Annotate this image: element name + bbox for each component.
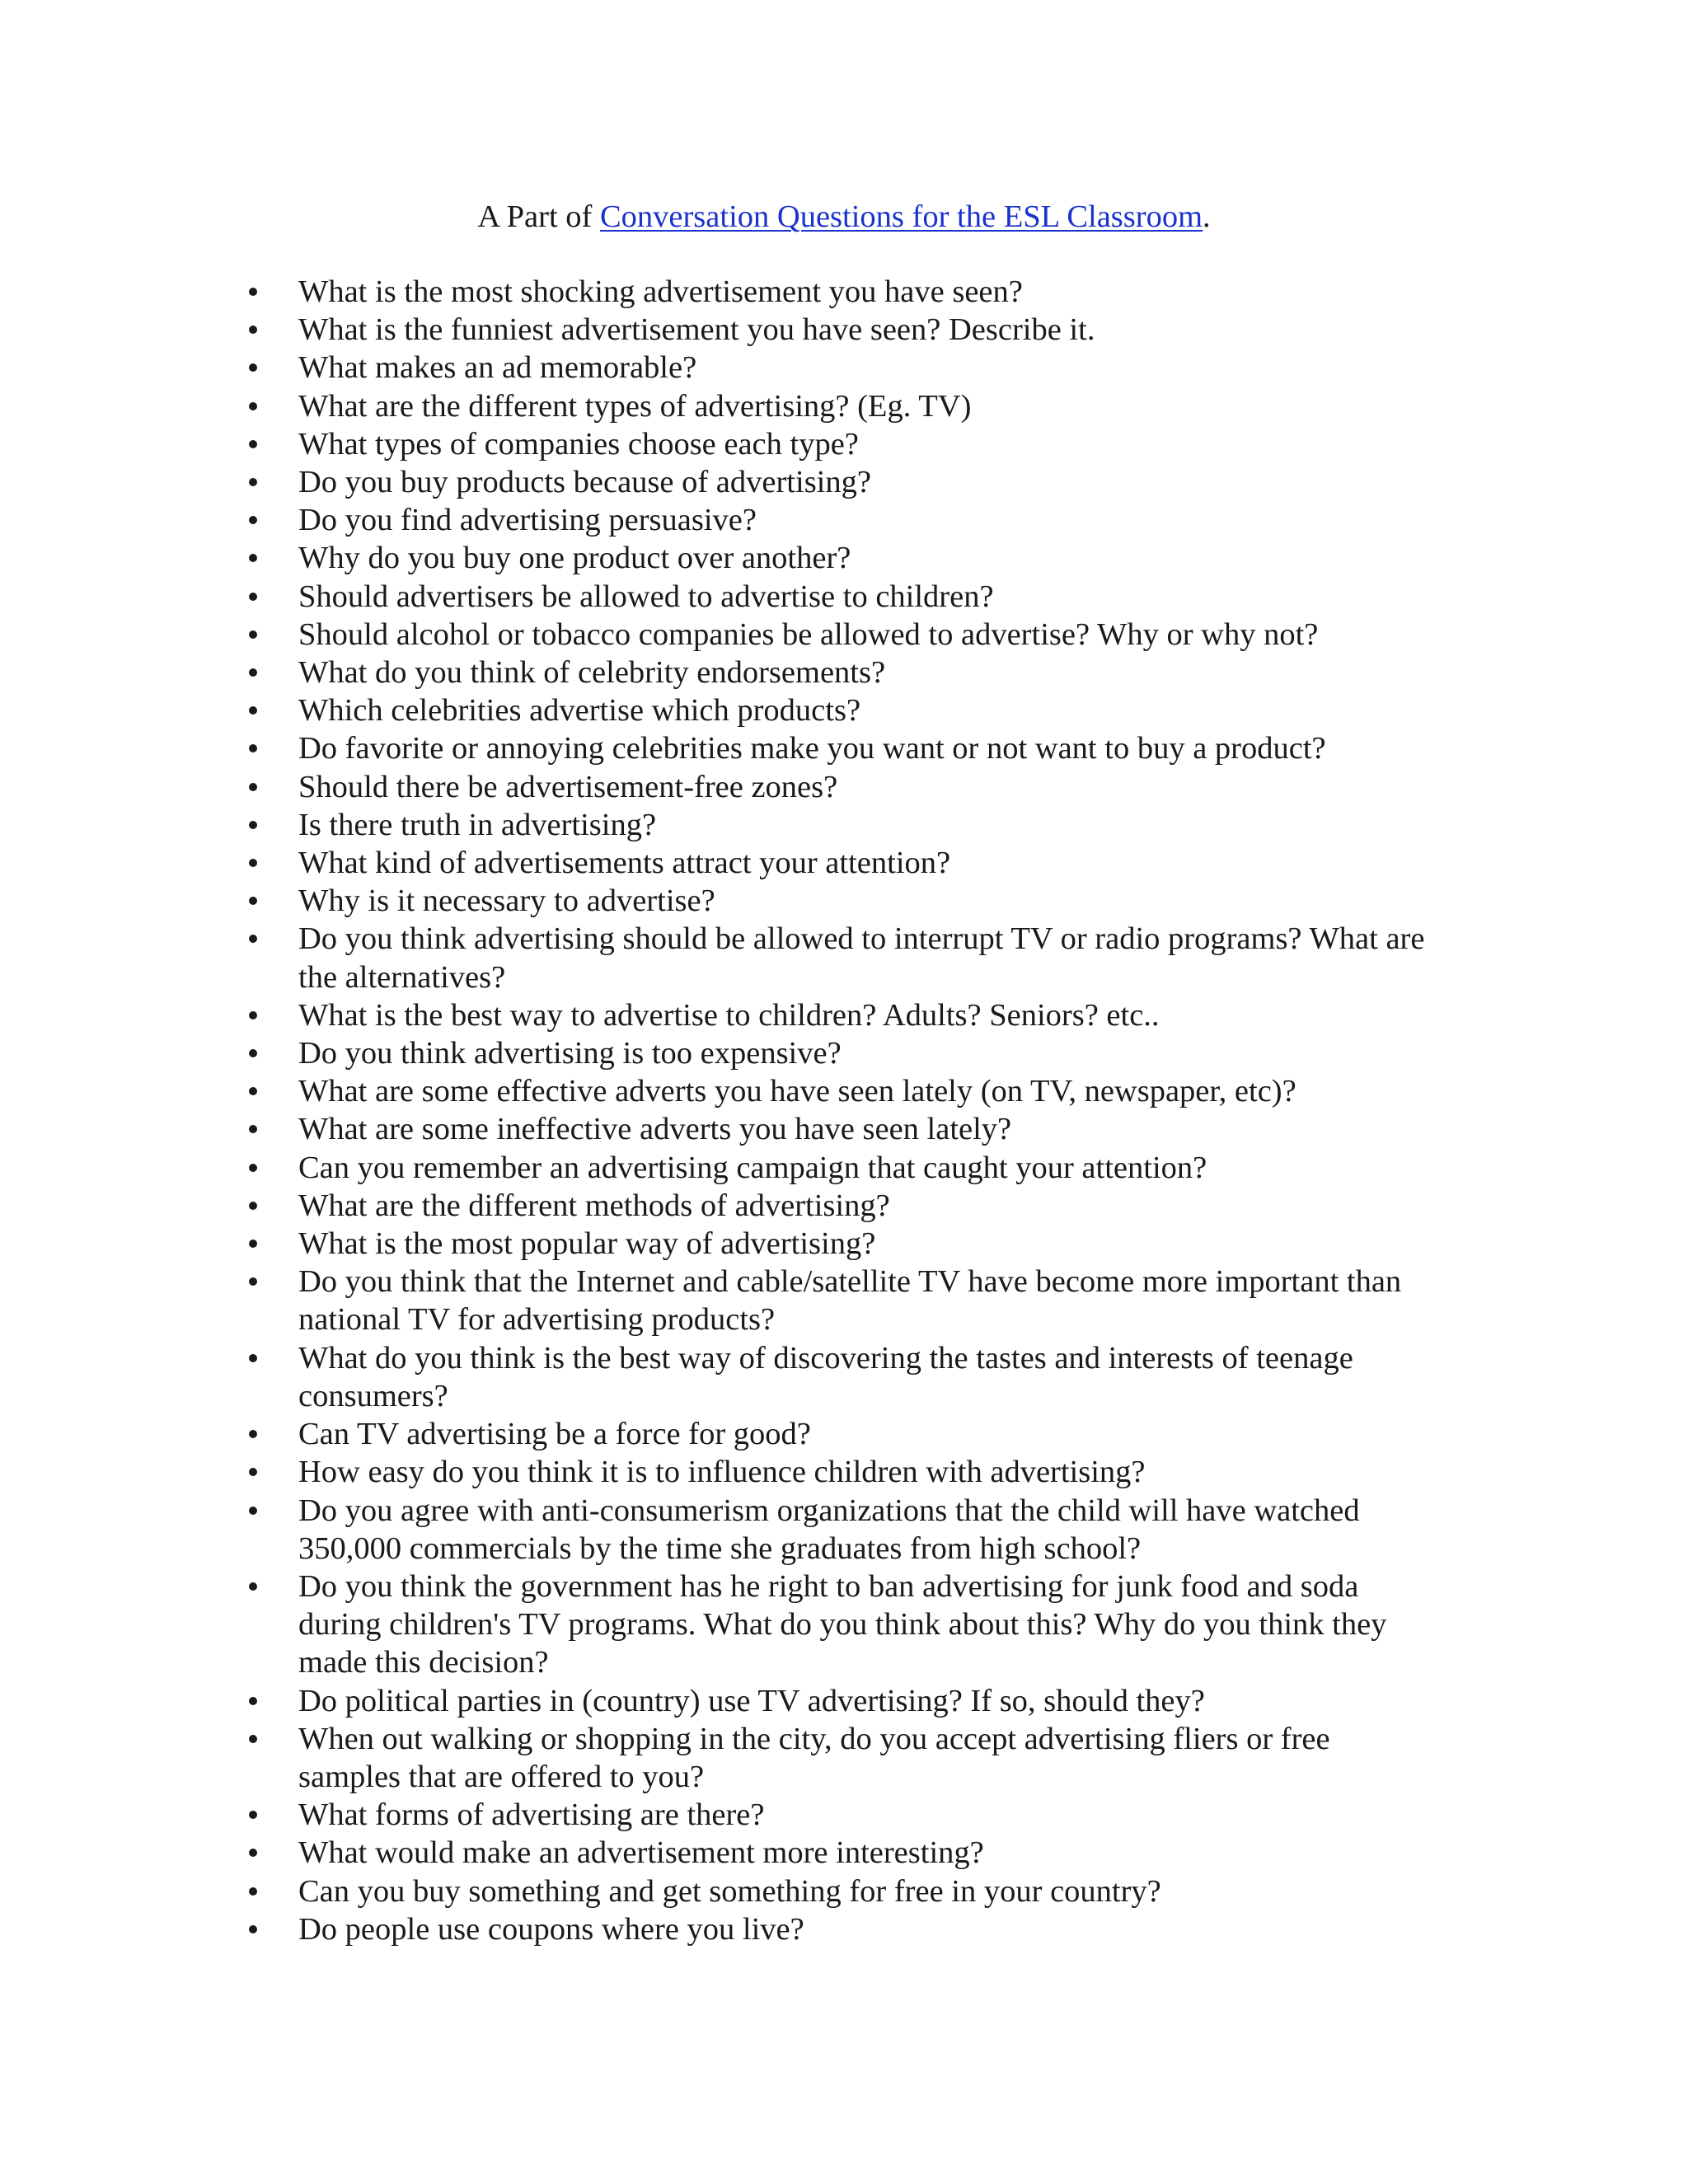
question-item <box>0 1796 1688 1834</box>
question-item <box>0 1263 1688 1338</box>
question-item <box>0 1492 1688 1568</box>
question-text: What do you think is the best way of discovering the tastes and interests of teenage consumers? <box>298 1340 1353 1413</box>
bullet-icon <box>249 1240 257 1248</box>
bullet-icon <box>249 783 257 791</box>
question-item <box>0 1034 1688 1072</box>
bullet-icon <box>249 897 257 905</box>
question-item <box>0 654 1688 691</box>
bullet-icon <box>249 440 257 448</box>
header-suffix: . <box>1203 199 1211 234</box>
bullet-icon <box>249 1925 257 1933</box>
question-text: Which celebrities advertise which products? <box>298 693 861 729</box>
question-text: Do you think the government has he right to ban advertising for junk food and soda during children's TV programs. What do you think about this? Why do you think they made this decision? <box>298 1568 1387 1680</box>
question-item <box>0 1225 1688 1263</box>
question-item <box>0 425 1688 463</box>
bullet-icon <box>249 1811 257 1819</box>
question-item <box>0 768 1688 806</box>
question-item <box>0 920 1688 996</box>
question-text: Do favorite or annoying celebrities make you want or not want to buy a product? <box>298 731 1326 766</box>
question-text: Do political parties in (country) use TV advertising? If so, should they? <box>298 1683 1205 1718</box>
question-text: What types of companies choose each type? <box>298 426 859 462</box>
question-item <box>0 1453 1688 1491</box>
bullet-icon <box>249 1354 257 1362</box>
bullet-icon <box>249 1125 257 1133</box>
bullet-icon <box>249 859 257 867</box>
question-item <box>0 882 1688 920</box>
bullet-icon <box>249 1697 257 1705</box>
question-item <box>0 691 1688 729</box>
question-text: Do you think advertising should be allowed to interrupt TV or radio programs? What are the alternatives? <box>298 921 1425 995</box>
question-text: When out walking or shopping in the city, do you accept advertising fliers or free samples that are offered to you? <box>298 1721 1330 1794</box>
question-text: Can you remember an advertising campaign that caught your attention? <box>298 1150 1207 1185</box>
bullet-icon <box>249 554 257 562</box>
question-item <box>0 349 1688 387</box>
question-text: What forms of advertising are there? <box>298 1797 765 1833</box>
question-list <box>0 273 1688 1948</box>
question-item <box>0 844 1688 882</box>
question-text: Is there truth in advertising? <box>298 807 657 842</box>
question-text: What makes an ad memorable? <box>298 350 697 386</box>
question-item <box>0 463 1688 501</box>
question-item <box>0 578 1688 616</box>
question-text: Should alcohol or tobacco companies be allowed to advertise? Why or why not? <box>298 616 1319 652</box>
question-item <box>0 1415 1688 1453</box>
bullet-icon <box>249 1430 257 1438</box>
question-item <box>0 539 1688 577</box>
question-text: Can TV advertising be a force for good? <box>298 1417 811 1452</box>
question-item <box>0 1568 1688 1682</box>
bullet-icon <box>249 1735 257 1743</box>
bullet-icon <box>249 363 257 372</box>
bullet-icon <box>249 478 257 486</box>
question-text: How easy do you think it is to influence children with advertising? <box>298 1455 1146 1490</box>
question-item <box>0 1187 1688 1225</box>
question-text: Do people use coupons where you live? <box>298 1911 804 1947</box>
bullet-icon <box>249 1277 257 1286</box>
question-item <box>0 387 1688 425</box>
question-text: What do you think of celebrity endorsements? <box>298 655 886 691</box>
question-text: What kind of advertisements attract your attention? <box>298 846 951 881</box>
question-text: What would make an advertisement more interesting? <box>298 1835 984 1871</box>
bullet-icon <box>249 1507 257 1515</box>
bullet-icon <box>249 744 257 752</box>
question-item <box>0 1834 1688 1872</box>
header-prefix: A Part of <box>477 199 600 234</box>
question-item <box>0 729 1688 767</box>
bullet-icon <box>249 1164 257 1172</box>
question-item <box>0 1339 1688 1415</box>
question-text: Do you buy products because of advertising? <box>298 465 871 500</box>
question-item <box>0 1872 1688 1910</box>
bullet-icon <box>249 516 257 524</box>
question-text: Should advertisers be allowed to advertise to children? <box>298 579 994 614</box>
page-header <box>0 196 1688 237</box>
question-item <box>0 616 1688 654</box>
question-item <box>0 311 1688 349</box>
question-text: Do you find advertising persuasive? <box>298 503 757 538</box>
question-text: What are some effective adverts you have seen lately (on TV, newspaper, etc)? <box>298 1074 1296 1109</box>
question-item <box>0 1910 1688 1948</box>
question-text: What is the most shocking advertisement you have seen? <box>298 274 1023 309</box>
question-text: Do you agree with anti-consumerism organizations that the child will have watched 350,000 commercials by the time she graduates from high school? <box>298 1493 1360 1566</box>
bullet-icon <box>249 935 257 943</box>
question-text: What are the different methods of advertising? <box>298 1188 890 1223</box>
question-text: What is the best way to advertise to children? Adults? Seniors? etc.. <box>298 997 1160 1033</box>
question-item <box>0 1720 1688 1796</box>
bullet-icon <box>249 1087 257 1095</box>
question-item <box>0 1149 1688 1187</box>
bullet-icon <box>249 402 257 410</box>
bullet-icon <box>249 1468 257 1476</box>
question-text: What are the different types of advertising? (Eg. TV) <box>298 388 972 424</box>
question-text: Why is it necessary to advertise? <box>298 883 715 919</box>
question-text: What is the funniest advertisement you have seen? Describe it. <box>298 312 1095 348</box>
question-item <box>0 273 1688 311</box>
question-text: What is the most popular way of advertising? <box>298 1226 876 1262</box>
question-item <box>0 806 1688 844</box>
bullet-icon <box>249 288 257 296</box>
question-text: Can you buy something and get something for free in your country? <box>298 1873 1161 1909</box>
question-item <box>0 1110 1688 1148</box>
question-item <box>0 996 1688 1034</box>
bullet-icon <box>249 593 257 601</box>
bullet-icon <box>249 1202 257 1210</box>
esl-classroom-link[interactable]: Conversation Questions for the ESL Classroom <box>599 199 1203 234</box>
question-text: Do you think advertising is too expensive? <box>298 1036 842 1071</box>
bullet-icon <box>249 668 257 677</box>
question-item <box>0 501 1688 539</box>
bullet-icon <box>249 630 257 639</box>
question-text: Should there be advertisement-free zones? <box>298 769 838 804</box>
bullet-icon <box>249 1011 257 1019</box>
question-text: Why do you buy one product over another? <box>298 541 851 576</box>
bullet-icon <box>249 1849 257 1857</box>
bullet-icon <box>249 1887 257 1896</box>
bullet-icon <box>249 821 257 829</box>
bullet-icon <box>249 1049 257 1057</box>
question-item <box>0 1072 1688 1110</box>
question-text: What are some ineffective adverts you have seen lately? <box>298 1112 1012 1147</box>
bullet-icon <box>249 706 257 715</box>
question-item <box>0 1682 1688 1720</box>
question-text: Do you think that the Internet and cable/satellite TV have become more important than national TV for advertising products? <box>298 1264 1402 1338</box>
bullet-icon <box>249 1582 257 1591</box>
bullet-icon <box>249 326 257 334</box>
